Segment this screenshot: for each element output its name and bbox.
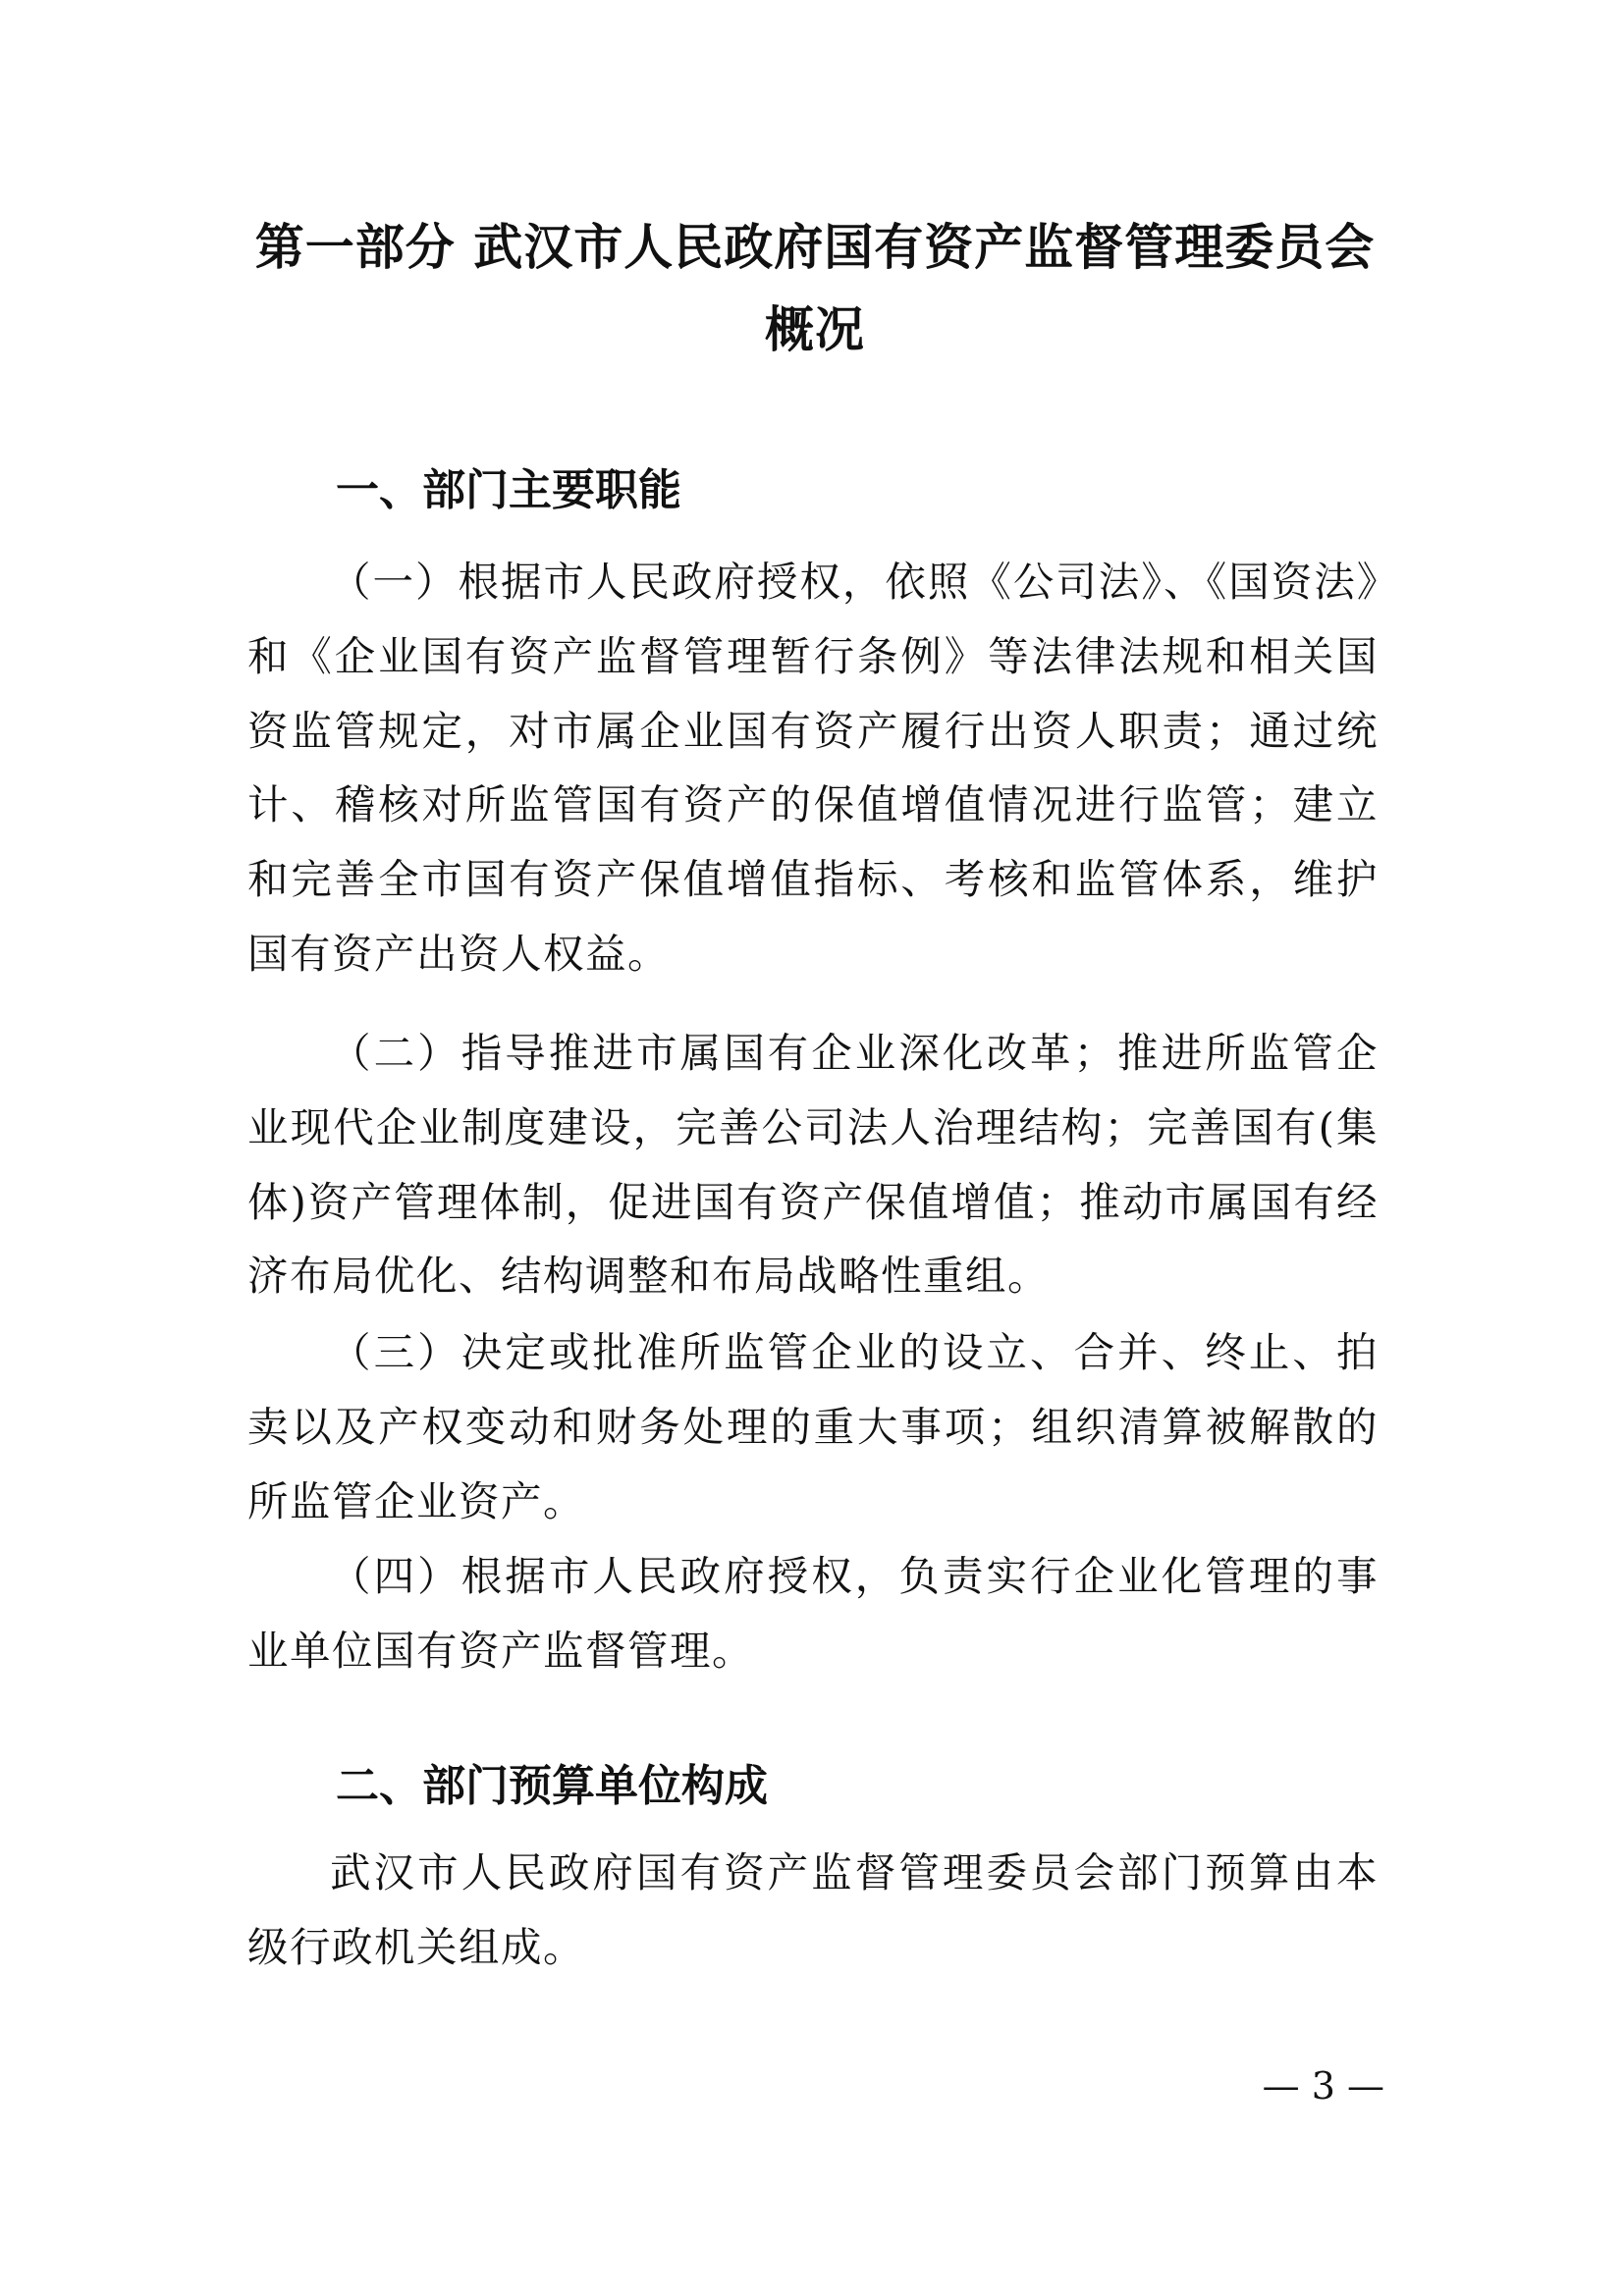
paragraph-function-4: （四）根据市人民政府授权，负责实行企业化管理的事业单位国有资产监督管理。 [247, 1552, 1379, 1675]
paragraph-function-1: （一）根据市人民政府授权，依照《公司法》、《国资法》和《企业国有资产监督管理暂行条例》等法律法规和相关国资监管规定，对市属企业国有资产履行出资人职责；通过统计、稽核对所监管国有资产的保值增值情况进行监管；建立和完善全市国有资产保值增值指标、考核和监管体系，维护国有资产出资人权益。 [247, 558, 1379, 978]
paragraph-function-2: （二）指导推进市属国有企业深化改革；推进所监管企业现代企业制度建设，完善公司法人治理结构；完善国有(集体)资产管理体制，促进国有资产保值增值；推动市属国有经济布局优化、结构调整和布局战略性重组。 [247, 1029, 1379, 1301]
section-heading-main-functions: 一、部门主要职能 [336, 465, 681, 515]
page-title: 第一部分 武汉市人民政府国有资产监督管理委员会概况 [254, 219, 1376, 358]
paragraph-budget-units: 武汉市人民政府国有资产监督管理委员会部门预算由本级行政机关组成。 [247, 1848, 1379, 1971]
paragraph-function-3: （三）决定或批准所监管企业的设立、合并、终止、拍卖以及产权变动和财务处理的重大事项；组织清算被解散的所监管企业资产。 [247, 1328, 1379, 1525]
section-heading-budget-units: 二、部门预算单位构成 [336, 1761, 768, 1811]
page-number: — 3 — [1262, 2064, 1384, 2108]
